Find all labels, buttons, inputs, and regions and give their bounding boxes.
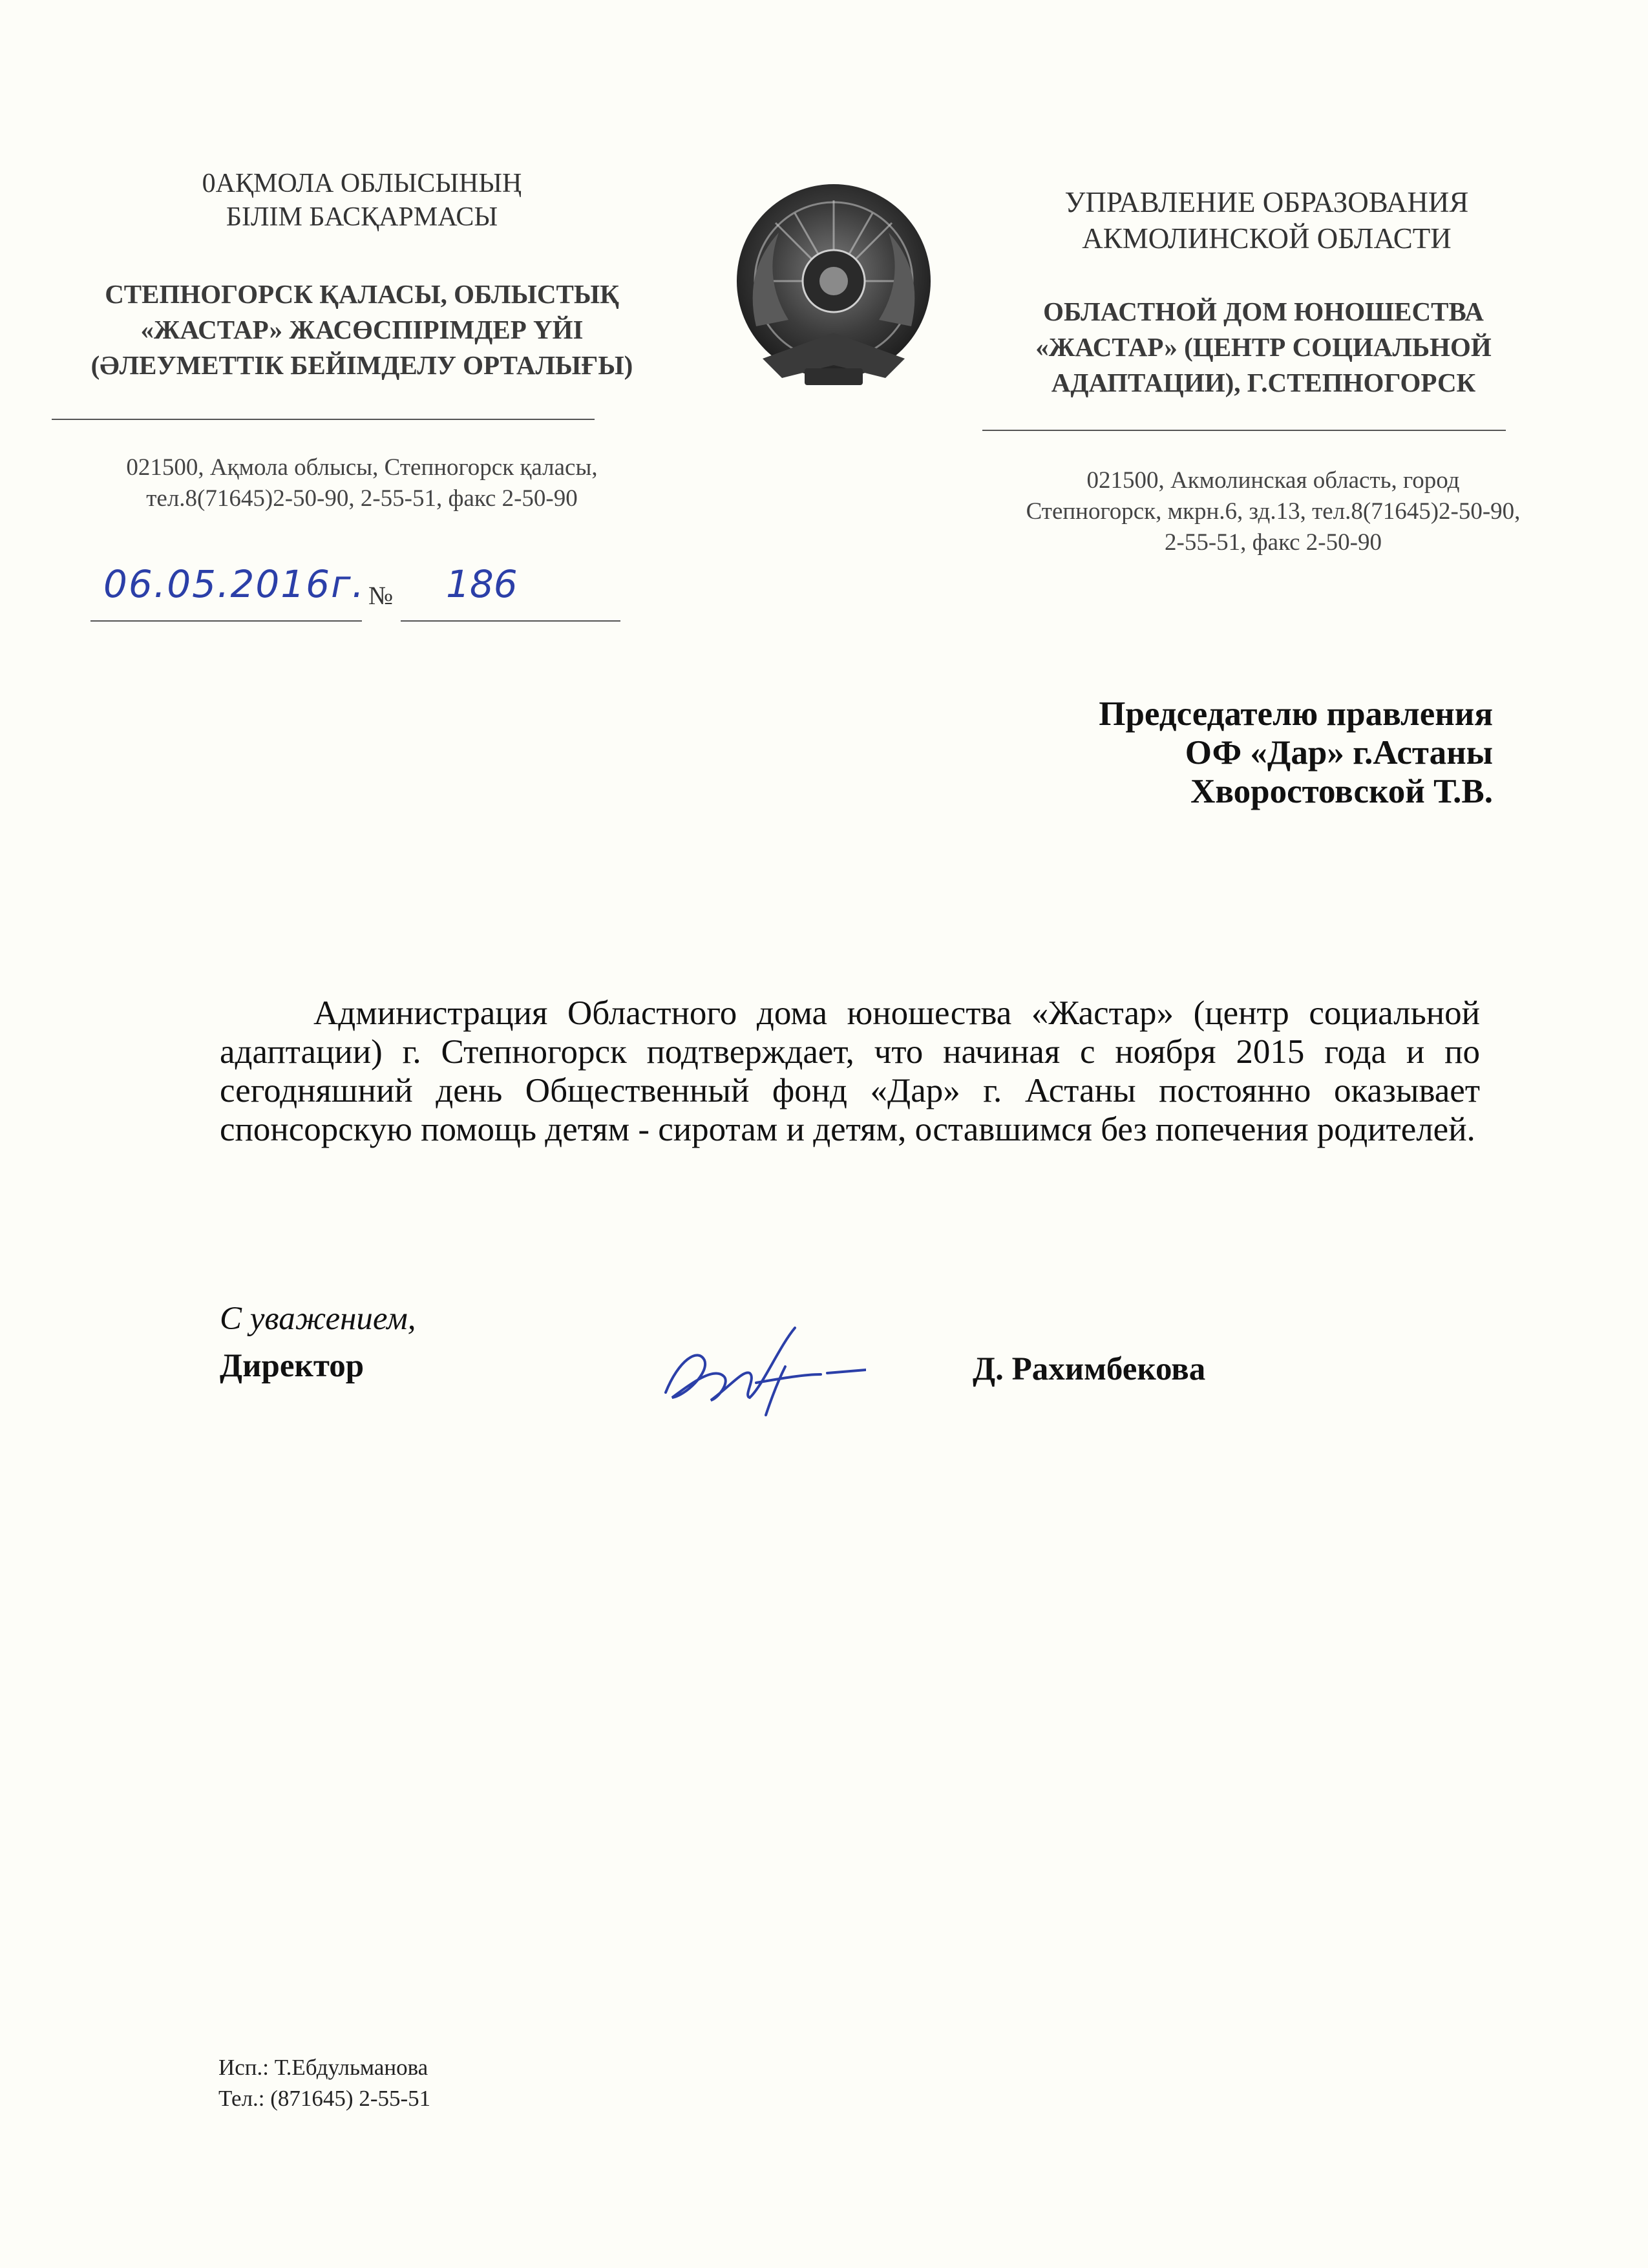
left-institution-name: [52, 277, 672, 383]
closing-regards: С уважением,: [220, 1301, 416, 1337]
number-underline: [401, 620, 620, 622]
executor-phone: Тел.: (871645) 2-55-51: [218, 2086, 431, 2111]
number-sign: №: [368, 581, 394, 610]
right-institution-line: ОБЛАСТНОЙ ДОМ ЮНОШЕСТВА: [1043, 297, 1484, 326]
addressee-line: ОФ «Дар» г.Астаны: [1185, 734, 1493, 772]
registration-number: 186: [446, 562, 518, 606]
signer-name: Д. Рахимбекова: [973, 1351, 1206, 1387]
left-org-name: [71, 167, 653, 234]
right-org-line: УПРАВЛЕНИЕ ОБРАЗОВАНИЯ: [1064, 186, 1469, 218]
left-org-line: БІЛІМ БАСҚАРМАСЫ: [226, 202, 498, 232]
right-institution-name: [982, 294, 1545, 401]
right-org-line: АКМОЛИНСКОЙ ОБЛАСТИ: [1082, 222, 1452, 255]
right-address: [963, 465, 1583, 558]
left-address: [39, 452, 685, 514]
addressee-block: [840, 695, 1493, 811]
left-address-line: тел.8(71645)2-50-90, 2-55-51, факс 2-50-90: [146, 485, 578, 512]
right-institution-line: АДАПТАЦИИ), Г.СТЕПНОГОРСК: [1051, 368, 1476, 397]
addressee-line: Председателю правления: [1099, 695, 1493, 733]
left-institution-line: «ЖАСТАР» ЖАСӨСПІРІМДЕР ҮЙІ: [140, 315, 584, 344]
left-divider: [52, 419, 595, 420]
registration-row: [90, 562, 620, 620]
executor-name: Исп.: Т.Ебдульманова: [218, 2055, 428, 2080]
right-institution-line: «ЖАСТАР» (ЦЕНТР СОЦИАЛЬНОЙ: [1035, 332, 1492, 362]
addressee-line: Хворостовской Т.В.: [1190, 773, 1493, 810]
right-address-line: 021500, Акмолинская область, город: [1086, 467, 1460, 494]
state-emblem-icon: [717, 174, 950, 401]
right-address-line: 2-55-51, факс 2-50-90: [1165, 529, 1382, 556]
right-org-name: [969, 184, 1564, 257]
signer-position: Директор: [220, 1348, 364, 1384]
left-address-line: 021500, Ақмола облысы, Степногорск қаласы,: [126, 454, 598, 481]
letter-body: Администрация Областного дома юношества «Жастар» (центр социальной адаптации) г. Степногорск подтверждает, что начиная с ноября 2015 года и по сегодняшний день Общественный фонд «Дар» г. Астаны постоянно оказывает спонсорскую помощь детям - сиротам и детям, оставшимся без попечения родителей.: [220, 994, 1480, 1148]
date-underline: [90, 620, 362, 622]
left-institution-line: (ӘЛЕУМЕТТІК БЕЙІМДЕЛУ ОРТАЛЫҒЫ): [90, 350, 633, 380]
left-org-line: 0АҚМОЛА ОБЛЫСЫНЫҢ: [202, 169, 522, 198]
right-divider: [982, 430, 1506, 431]
handwritten-signature-icon: [653, 1321, 866, 1418]
left-institution-line: СТЕПНОГОРСК ҚАЛАСЫ, ОБЛЫСТЫҚ: [105, 279, 619, 309]
right-address-line: Степногорск, мкрн.6, зд.13, тел.8(71645)2-50-90,: [1026, 498, 1521, 525]
registration-date: 06.05.2016г.: [103, 562, 365, 606]
